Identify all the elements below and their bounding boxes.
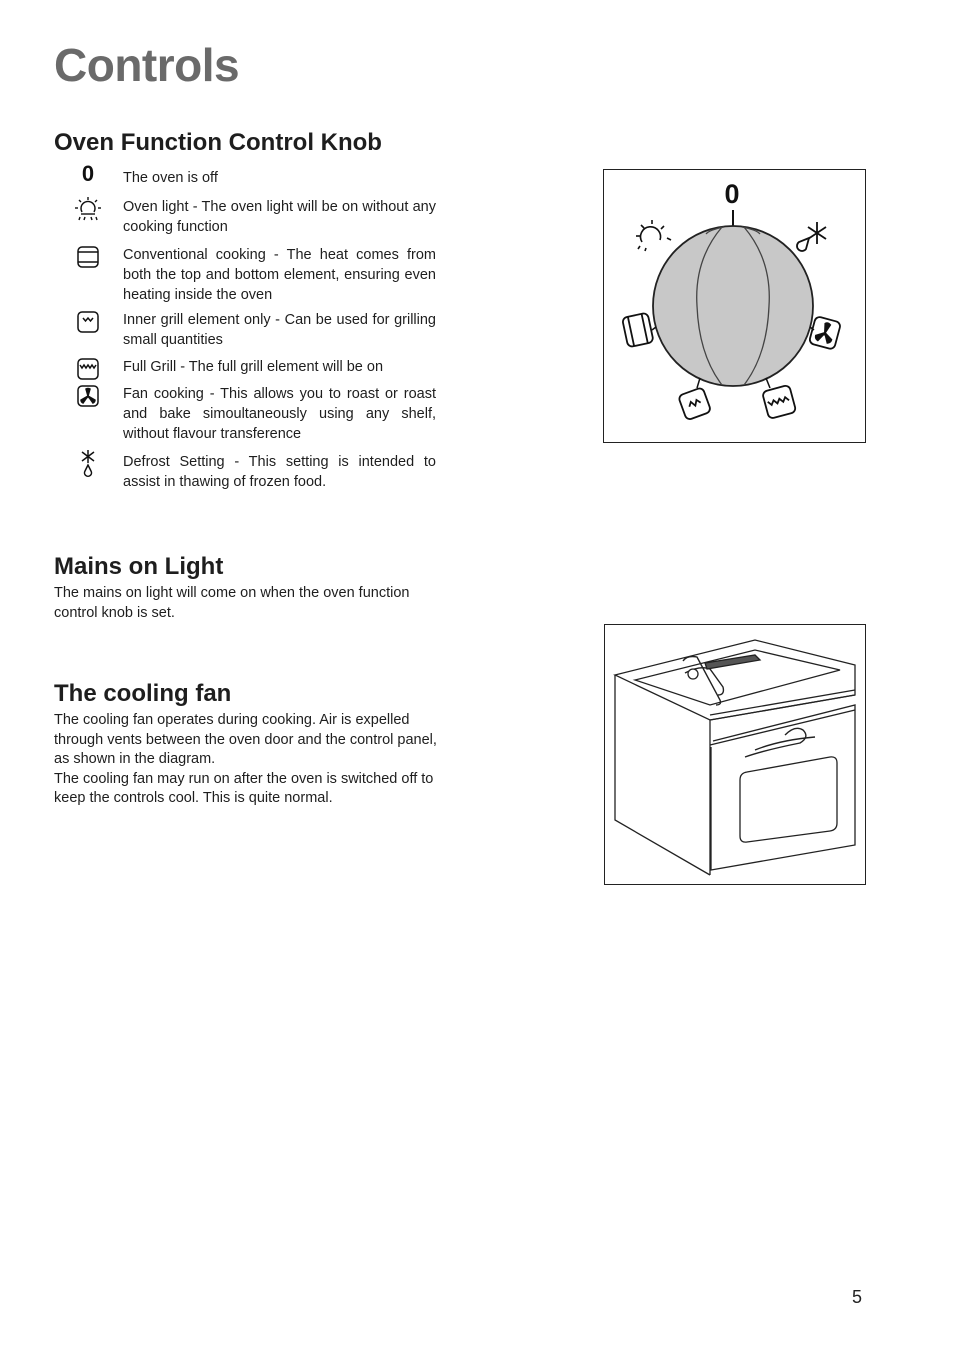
oven-light-icon (72, 195, 104, 223)
knob-diagram-drawing (604, 170, 864, 441)
legend-text-conventional: Conventional cooking - The heat comes from both the top and bottom element, ensuring even heating inside the oven (123, 247, 436, 303)
knob-section-heading: Oven Function Control Knob (54, 129, 382, 156)
knob-full-grill-icon (762, 385, 796, 419)
cooling-fan-diagram (604, 624, 866, 885)
legend-text-oven-light: Oven light - The oven light will be on without any cooking function (123, 199, 436, 235)
inner-grill-icon (72, 310, 104, 334)
cooling-section-heading: The cooling fan (54, 680, 232, 707)
defrost-icon (72, 449, 104, 479)
knob-fan-icon (809, 316, 841, 350)
knob-zero-label: 0 (724, 179, 740, 209)
knob-defrost-icon (797, 222, 826, 251)
page-title: Controls (54, 39, 240, 91)
knob-diagram (603, 169, 866, 443)
knob-face (653, 226, 813, 386)
knob-light-icon (636, 220, 671, 251)
legend-text-full-grill: Full Grill - The full grill element will be on (123, 359, 384, 375)
mains-section-text: The mains on light will come on when the oven function control knob is set. (54, 585, 410, 621)
knob-inner-grill-icon (678, 387, 711, 420)
full-grill-icon (72, 357, 104, 381)
legend-text-defrost: Defrost Setting - This setting is intended to assist in thawing of frozen food. (123, 454, 436, 490)
mains-section-heading: Mains on Light (54, 553, 224, 580)
legend-text-inner-grill: Inner grill element only - Can be used for grilling small quantities (123, 312, 436, 348)
knob-conventional-icon (622, 313, 654, 348)
page-number: 5 (852, 1287, 863, 1307)
oven-drawing (605, 625, 864, 883)
fan-cooking-icon (72, 384, 104, 408)
legend-text-off: The oven is off (123, 170, 218, 186)
cooling-section-text: The cooling fan operates during cooking. Air is expelled through vents between the oven door and the control panel, as shown in the diagram. The cooling fan may run on after the oven is switched off to keep the controls cool. This is quite normal. (54, 712, 437, 806)
conventional-cooking-icon (72, 245, 104, 269)
legend-text-fan-cooking: Fan cooking - This allows you to roast or roast and bake simoultaneously using any shelf, without flavour transference (123, 386, 436, 442)
zero-symbol: 0 (81, 161, 95, 186)
